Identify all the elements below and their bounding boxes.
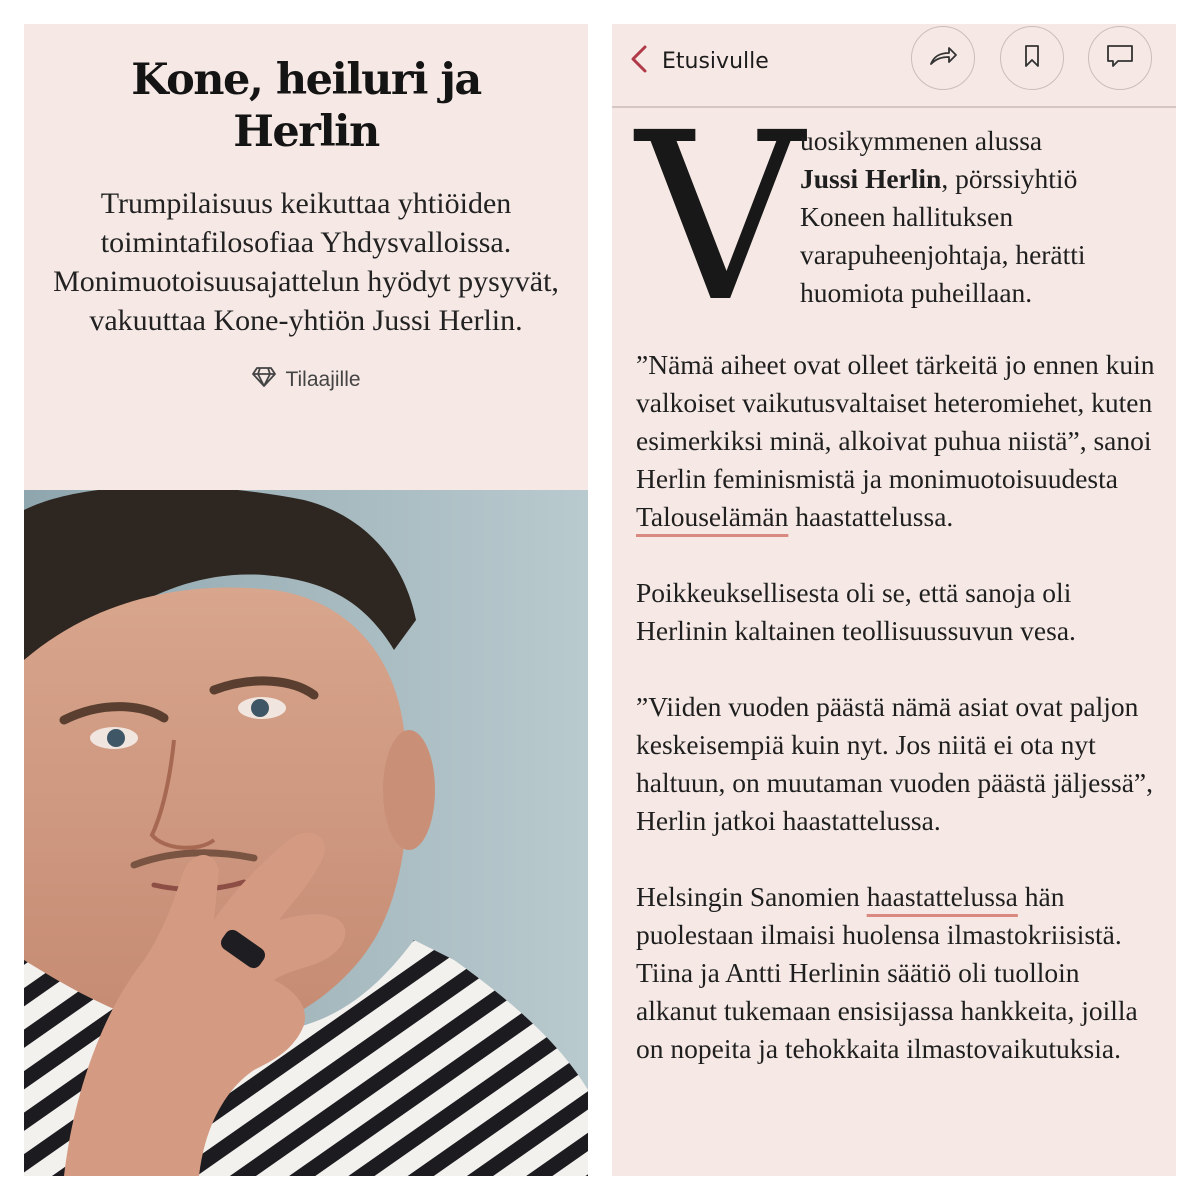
back-label: Etusivulle [662, 48, 769, 74]
portrait-photo [24, 490, 588, 1176]
paragraph-5-start: Helsingin Sanomien [636, 881, 867, 912]
subscriber-badge [24, 366, 588, 394]
headline-text: Kone, heiluri ja Herlin [131, 55, 481, 157]
hs-interview-link[interactable]: haastattelussa [866, 881, 1018, 912]
intro-text [800, 122, 1160, 312]
back-link[interactable] [630, 44, 769, 78]
share-button[interactable] [911, 26, 975, 90]
bookmark-button[interactable] [1000, 26, 1064, 90]
chevron-left-icon [630, 44, 648, 78]
intro-text-start: uosikymmenen alussa [800, 125, 1043, 156]
paragraph-quote-1-end: haastattelussa. [788, 501, 954, 532]
comment-button[interactable] [1088, 26, 1152, 90]
article-body [636, 83, 1156, 1068]
article-header-panel [24, 24, 588, 490]
diamond-icon [251, 366, 277, 394]
bookmark-icon [1023, 44, 1041, 72]
share-icon [928, 45, 958, 71]
badge-label: Tilaajille [285, 368, 361, 391]
drop-cap: V [636, 83, 804, 353]
intro-name: Jussi Herlin [800, 163, 942, 194]
talouselama-link[interactable]: Talouselämän [636, 501, 789, 532]
intro-paragraph [636, 83, 1156, 353]
lead-text: Trumpilaisuus keikuttaa yhtiöiden toimintafilosofiaa Yhdysvalloissa. Monimuotoisuusajattelun hyödyt pysyvät, vakuuttaa Kone-yhtiön Jussi Herlin. [53, 187, 559, 337]
article-body-panel [612, 24, 1176, 1176]
paragraph-quote-1 [636, 346, 1156, 536]
paragraph-quote-2: ”Viiden vuoden päästä nämä asiat ovat paljon keskeisempiä kuin nyt. Jos niitä ei ota nyt haltuun, on muutaman vuoden päästä jäljessä”, Herlin jatkoi haastattelussa. [636, 691, 1154, 836]
paragraph-5-end: hän puolestaan ilmaisi huolensa ilmastokriisistä. Tiina ja Antti Herlinin säätiö oli tuolloin alkanut tukemaan ensisijassa hankkeita, joilla on nopeita ja tehokkaita ilmastovaikutuksia. [636, 881, 1138, 1064]
paragraph-5 [636, 878, 1156, 1068]
paragraph-3: Poikkeuksellisesta oli se, että sanoja oli Herlinin kaltainen teollisuussuvun vesa. [636, 577, 1076, 646]
headline [24, 54, 588, 158]
intro-text-rest: , pörssiyhtiö Koneen hallituksen varapuheenjohtaja, herätti huomiota puheillaan. [800, 163, 1086, 308]
comment-icon [1106, 44, 1134, 72]
paragraph-quote-1-text: ”Nämä aiheet ovat olleet tärkeitä jo ennen kuin valkoiset vaikutusvaltaiset heteromiehet, kuten esimerkiksi minä, alkoivat puhua niistä”, sanoi Herlin feminismistä ja monimuotoisuudesta [636, 349, 1155, 494]
